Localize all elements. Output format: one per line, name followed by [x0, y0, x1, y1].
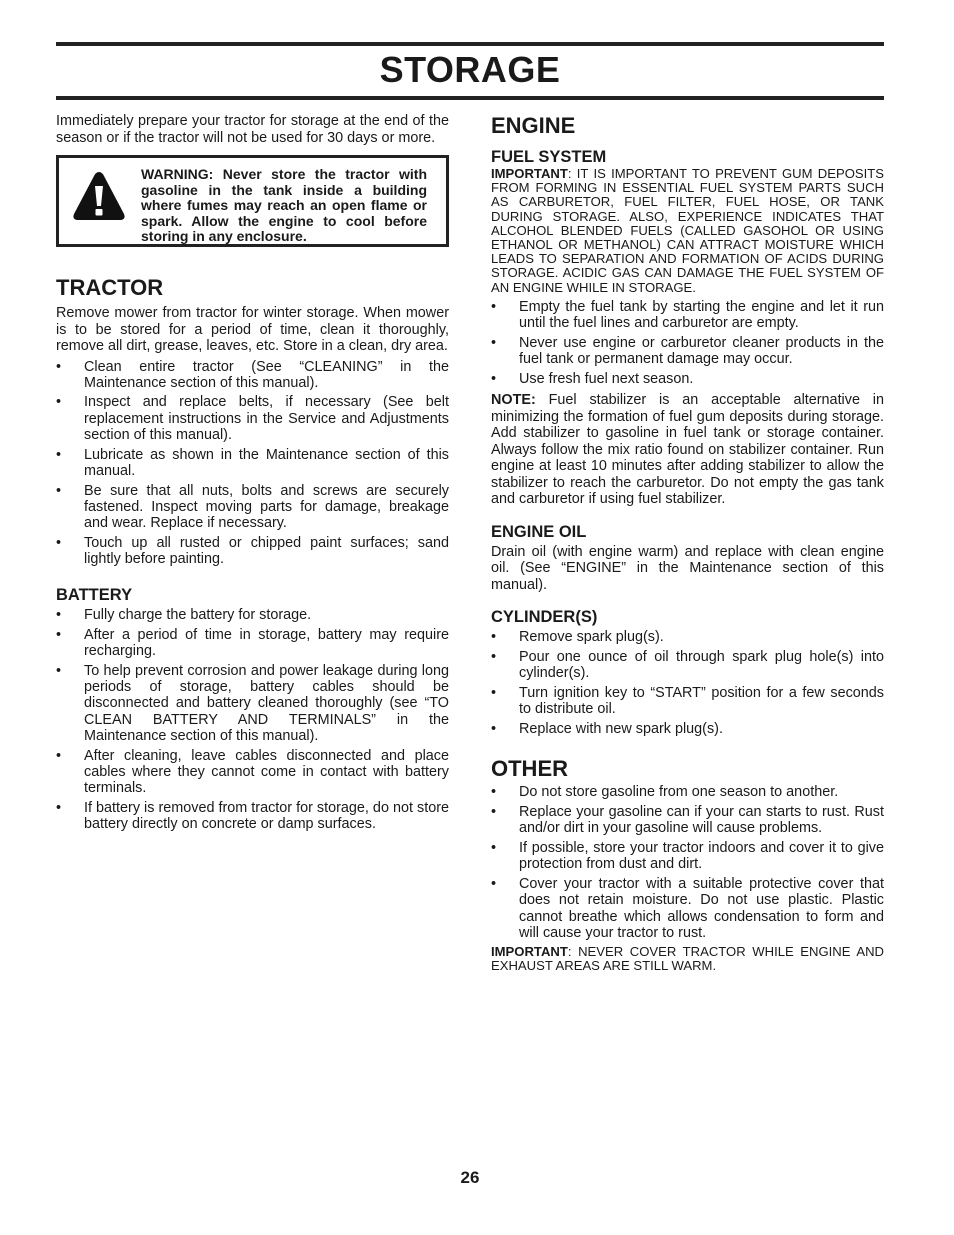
important-label: IMPORTANT: [491, 943, 568, 959]
list-item: • Remove spark plug(s).: [491, 629, 884, 645]
cylinders-heading: CYLINDER(S): [491, 608, 598, 627]
engine-oil-heading: ENGINE OIL: [491, 522, 587, 541]
note-label: NOTE:: [491, 392, 536, 409]
list-item: • Do not store gasoline from one season to another.: [491, 784, 884, 800]
engine-oil-paragraph: Drain oil (with engine warm) and replace with clean engine oil. (See “ENGINE” in the Maintenance section of this manual).: [491, 543, 884, 593]
left-column: [56, 113, 449, 836]
header-rule-top: [56, 42, 884, 46]
list-item: • Empty the fuel tank by starting the engine and let it run until the fuel lines and carburetor are empty.: [491, 299, 884, 332]
list-item: • Replace with new spark plug(s).: [491, 721, 884, 737]
list-item: • Use fresh fuel next season.: [491, 371, 884, 387]
list-item: • After a period of time in storage, battery may require recharging.: [56, 627, 449, 660]
list-item: • After cleaning, leave cables disconnected and place cables where they cannot come in contact with battery terminals.: [56, 748, 449, 797]
right-column: [491, 113, 884, 977]
header-rule-bottom: [56, 96, 884, 100]
fuel-system-list: [491, 299, 884, 387]
list-item: • Inspect and replace belts, if necessary (See belt replacement instructions in the Service and Adjustments section of this manual).: [56, 394, 449, 443]
list-item: • If battery is removed from tractor for storage, do not store battery directly on concrete or damp surfaces.: [56, 800, 449, 833]
important-label: IMPORTANT: [491, 166, 568, 181]
list-item: • If possible, store your tractor indoors and cover it to give protection from dust and dirt.: [491, 840, 884, 873]
list-item: • To help prevent corrosion and power leakage during long periods of storage, battery cables should be disconnected and battery cleaned thoroughly (see “TO CLEAN BATTERY AND TERMINALS” in the Maintenance section of this manual).: [56, 663, 449, 744]
intro-paragraph: Immediately prepare your tractor for storage at the end of the season or if the tractor will not be used for 30 days or more.: [56, 113, 449, 146]
list-item: • Turn ignition key to “START” position for a few seconds to distribute oil.: [491, 685, 884, 718]
engine-heading: ENGINE: [491, 113, 576, 138]
list-item: • Fully charge the battery for storage.: [56, 607, 449, 623]
tractor-paragraph: Remove mower from tractor for winter storage. When mower is to be stored for a period of time, clean it thoroughly, remove all dirt, grease, leaves, etc. Store in a clean, dry area.: [56, 305, 449, 354]
other-heading: OTHER: [491, 756, 568, 782]
battery-heading: BATTERY: [56, 586, 133, 605]
list-item: • Cover your tractor with a suitable protective cover that does not retain moisture. Do not use plastic. Plastic cannot breathe which allows condensation to form and will cause your tractor to rust.: [491, 876, 884, 941]
page-title: STORAGE: [379, 49, 561, 90]
list-item: • Lubricate as shown in the Maintenance section of this manual.: [56, 447, 449, 480]
list-item: • Pour one ounce of oil through spark plug hole(s) into cylinder(s).: [491, 649, 884, 682]
list-item: • Replace your gasoline can if your can starts to rust. Rust and/or dirt in your gasoline will cause problems.: [491, 804, 884, 837]
tractor-list: [56, 359, 449, 568]
battery-list: [56, 607, 449, 832]
exclamation-triangle-icon: [71, 169, 127, 225]
list-item: • Clean entire tractor (See “CLEANING” in the Maintenance section of this manual).: [56, 359, 449, 392]
warning-box: [56, 155, 449, 247]
list-item: • Be sure that all nuts, bolts and screws are securely fastened. Inspect moving parts for damage, breakage and wear. Replace if necessary.: [56, 483, 449, 532]
warning-text: WARNING: Never store the tractor with gasoline in the tank inside a building where fumes may reach an open flame or spark. Allow the engine to cool before storing in any enclosure.: [141, 166, 427, 245]
list-item: • Touch up all rusted or chipped paint surfaces; sand lightly before painting.: [56, 535, 449, 568]
tractor-heading: TRACTOR: [56, 275, 164, 300]
fuel-note-paragraph: NOTE: Fuel stabilizer is an acceptable alternative in minimizing the formation of fuel gum deposits during storage. Add stabilizer to gasoline in fuel tank or storage container. Always follow the mix ratio found on stabilizer container. Run engine at least 10 minutes after adding stabilizer to allow the stabilizer to reach the carburetor. Do not empty the gas tank and carburetor if using fuel stabilizer.: [491, 392, 884, 508]
list-item: • Never use engine or carburetor cleaner products in the fuel tank or permanent damage may occur.: [491, 335, 884, 368]
fuel-important-paragraph: IMPORTANT: IT IS IMPORTANT TO PREVENT GUM DEPOSITS FROM FORMING IN ESSENTIAL FUEL SYSTEM PARTS SUCH AS CARBURETOR, FUEL FILTER, FUEL HOSE, OR TANK DURING STORAGE. ALSO, EXPERIENCE INDICATES THAT ALCOHOL BLENDED FUELS (CALLED GASOHOL OR USING ETHANOL OR METHANOL) CAN ATTRACT MOISTURE WHICH LEADS TO SEPARATION AND FORMATION OF ACIDS DURING STORAGE. ACIDIC GAS CAN DAMAGE THE FUEL SYSTEM OF AN ENGINE WHILE IN STORAGE.: [491, 166, 884, 295]
other-important-paragraph: IMPORTANT: NEVER COVER TRACTOR WHILE ENGINE AND EXHAUST AREAS ARE STILL WARM.: [491, 943, 884, 973]
page-number: 26: [460, 1168, 480, 1187]
other-list: [491, 784, 884, 941]
cylinders-list: [491, 629, 884, 737]
fuel-system-heading: FUEL SYSTEM: [491, 148, 607, 166]
